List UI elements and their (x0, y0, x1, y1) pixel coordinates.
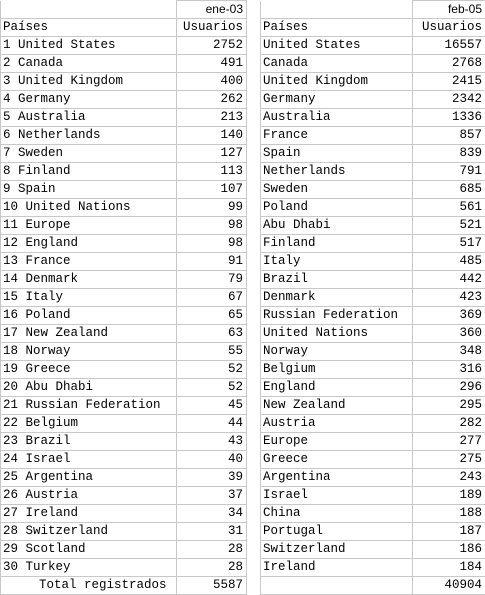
right-users-cell[interactable]: 277 (413, 433, 485, 451)
left-users-cell[interactable]: 44 (177, 415, 247, 433)
right-country-cell[interactable]: Poland (261, 199, 413, 217)
right-users-cell[interactable]: 423 (413, 289, 485, 307)
column-gap (247, 163, 261, 181)
left-users-cell[interactable]: 2752 (177, 37, 247, 55)
right-users-cell[interactable]: 2342 (413, 91, 485, 109)
right-users-cell[interactable]: 369 (413, 307, 485, 325)
column-gap (247, 55, 261, 73)
right-country-cell[interactable]: Greece (261, 451, 413, 469)
right-country-cell[interactable]: Italy (261, 253, 413, 271)
right-country-cell[interactable]: Denmark (261, 289, 413, 307)
left-country-cell[interactable]: 10 United Nations (1, 199, 177, 217)
right-country-cell[interactable]: Argentina (261, 469, 413, 487)
right-country-cell[interactable]: Ireland (261, 559, 413, 577)
right-country-cell[interactable]: Sweden (261, 181, 413, 199)
right-country-cell[interactable]: Germany (261, 91, 413, 109)
table-row (1, 199, 485, 217)
right-date-spacer[interactable] (261, 1, 413, 19)
left-total-label[interactable]: Total registrados (1, 577, 177, 595)
right-users-cell[interactable]: 521 (413, 217, 485, 235)
right-country-cell[interactable]: Netherlands (261, 163, 413, 181)
left-country-cell[interactable]: 20 Abu Dhabi (1, 379, 177, 397)
left-country-cell[interactable]: 2 Canada (1, 55, 177, 73)
right-country-cell[interactable]: Switzerland (261, 541, 413, 559)
right-country-cell[interactable]: Canada (261, 55, 413, 73)
column-gap (247, 253, 261, 271)
left-country-cell[interactable]: 4 Germany (1, 91, 177, 109)
table-row (1, 109, 485, 127)
right-country-cell[interactable]: Australia (261, 109, 413, 127)
right-country-cell[interactable]: Abu Dhabi (261, 217, 413, 235)
table-row (1, 181, 485, 199)
column-gap (247, 271, 261, 289)
right-country-cell[interactable]: United Kingdom (261, 73, 413, 91)
table-row (1, 451, 485, 469)
left-country-cell[interactable]: 14 Denmark (1, 271, 177, 289)
left-users-cell[interactable]: 28 (177, 559, 247, 577)
right-users-cell[interactable]: 839 (413, 145, 485, 163)
right-country-cell[interactable]: Belgium (261, 361, 413, 379)
left-users-cell[interactable]: 55 (177, 343, 247, 361)
column-gap (247, 199, 261, 217)
right-country-cell[interactable]: New Zealand (261, 397, 413, 415)
table-row (1, 37, 485, 55)
right-users-cell[interactable]: 2768 (413, 55, 485, 73)
left-date-cell[interactable]: ene-03 (177, 1, 247, 19)
left-country-cell[interactable]: 15 Italy (1, 289, 177, 307)
left-users-cell[interactable]: 107 (177, 181, 247, 199)
right-users-cell[interactable]: 485 (413, 253, 485, 271)
table-row (1, 73, 485, 91)
right-users-cell[interactable]: 295 (413, 397, 485, 415)
left-country-cell[interactable]: 16 Poland (1, 307, 177, 325)
column-gap (247, 91, 261, 109)
table-row (1, 127, 485, 145)
table-row (1, 55, 485, 73)
left-users-cell[interactable]: 140 (177, 127, 247, 145)
left-users-cell[interactable]: 34 (177, 505, 247, 523)
right-users-cell[interactable]: 517 (413, 235, 485, 253)
left-country-cell[interactable]: 30 Turkey (1, 559, 177, 577)
left-users-cell[interactable]: 40 (177, 451, 247, 469)
column-gap (247, 469, 261, 487)
table-row (1, 487, 485, 505)
column-gap (247, 379, 261, 397)
right-users-cell[interactable]: 2415 (413, 73, 485, 91)
column-gap (247, 109, 261, 127)
left-country-cell[interactable]: 22 Belgium (1, 415, 177, 433)
column-gap (247, 37, 261, 55)
right-country-cell[interactable]: Portugal (261, 523, 413, 541)
column-gap (247, 235, 261, 253)
column-gap (247, 1, 261, 19)
left-country-cell[interactable]: 11 Europe (1, 217, 177, 235)
table-row (1, 145, 485, 163)
right-users-cell[interactable]: 685 (413, 181, 485, 199)
right-country-cell[interactable]: China (261, 505, 413, 523)
table-body (1, 1, 485, 595)
left-users-cell[interactable]: 98 (177, 235, 247, 253)
left-country-cell[interactable]: 25 Argentina (1, 469, 177, 487)
column-gap (247, 541, 261, 559)
right-users-cell[interactable]: 188 (413, 505, 485, 523)
left-users-cell[interactable]: 28 (177, 541, 247, 559)
left-country-cell[interactable]: 18 Norway (1, 343, 177, 361)
right-users-cell[interactable]: 186 (413, 541, 485, 559)
table-row (1, 361, 485, 379)
right-total-label[interactable] (261, 577, 413, 595)
left-country-cell[interactable]: 7 Sweden (1, 145, 177, 163)
header-row (1, 19, 485, 37)
table-row (1, 163, 485, 181)
total-row (1, 577, 485, 595)
left-country-cell[interactable]: 24 Israel (1, 451, 177, 469)
left-country-cell[interactable]: 19 Greece (1, 361, 177, 379)
right-country-cell[interactable]: England (261, 379, 413, 397)
left-country-cell[interactable]: 13 France (1, 253, 177, 271)
right-users-cell[interactable]: 316 (413, 361, 485, 379)
left-users-cell[interactable]: 262 (177, 91, 247, 109)
left-users-cell[interactable]: 52 (177, 379, 247, 397)
column-gap (247, 343, 261, 361)
right-users-cell[interactable]: 243 (413, 469, 485, 487)
left-country-cell[interactable]: 28 Switzerland (1, 523, 177, 541)
left-users-cell[interactable]: 91 (177, 253, 247, 271)
left-users-cell[interactable]: 52 (177, 361, 247, 379)
right-users-header[interactable]: Usuarios (413, 19, 485, 37)
table-row (1, 253, 485, 271)
right-users-cell[interactable]: 275 (413, 451, 485, 469)
right-users-cell[interactable]: 282 (413, 415, 485, 433)
left-users-cell[interactable]: 67 (177, 289, 247, 307)
column-gap (247, 145, 261, 163)
left-users-cell[interactable]: 99 (177, 199, 247, 217)
left-country-cell[interactable]: 26 Austria (1, 487, 177, 505)
right-country-cell[interactable]: Brazil (261, 271, 413, 289)
column-gap (247, 523, 261, 541)
left-country-cell[interactable]: 12 England (1, 235, 177, 253)
right-users-cell[interactable]: 857 (413, 127, 485, 145)
left-country-cell[interactable]: 17 New Zealand (1, 325, 177, 343)
table-row (1, 559, 485, 577)
column-gap (247, 415, 261, 433)
right-users-cell[interactable]: 187 (413, 523, 485, 541)
column-gap (247, 73, 261, 91)
table-row (1, 271, 485, 289)
left-users-cell[interactable]: 113 (177, 163, 247, 181)
table-row (1, 523, 485, 541)
left-country-cell[interactable]: 21 Russian Federation (1, 397, 177, 415)
right-users-cell[interactable]: 189 (413, 487, 485, 505)
left-users-cell[interactable]: 39 (177, 469, 247, 487)
left-country-cell[interactable]: 1 United States (1, 37, 177, 55)
column-gap (247, 325, 261, 343)
column-gap (247, 577, 261, 595)
right-users-cell[interactable]: 348 (413, 343, 485, 361)
column-gap (247, 487, 261, 505)
left-country-cell[interactable]: 29 Scotland (1, 541, 177, 559)
table-row (1, 379, 485, 397)
left-users-cell[interactable]: 400 (177, 73, 247, 91)
right-country-cell[interactable]: United Nations (261, 325, 413, 343)
right-users-cell[interactable]: 360 (413, 325, 485, 343)
left-country-cell[interactable]: 9 Spain (1, 181, 177, 199)
column-gap (247, 559, 261, 577)
left-country-cell[interactable]: 27 Ireland (1, 505, 177, 523)
left-users-cell[interactable]: 43 (177, 433, 247, 451)
table-row (1, 307, 485, 325)
right-country-cell[interactable]: Europe (261, 433, 413, 451)
right-country-cell[interactable]: Norway (261, 343, 413, 361)
table-row (1, 289, 485, 307)
right-users-cell[interactable]: 184 (413, 559, 485, 577)
right-users-cell[interactable]: 296 (413, 379, 485, 397)
right-users-cell[interactable]: 442 (413, 271, 485, 289)
right-country-cell[interactable]: France (261, 127, 413, 145)
column-gap (247, 361, 261, 379)
left-country-cell[interactable]: 8 Finland (1, 163, 177, 181)
column-gap (247, 289, 261, 307)
left-users-cell[interactable]: 45 (177, 397, 247, 415)
column-gap (247, 451, 261, 469)
table-row (1, 325, 485, 343)
right-users-cell[interactable]: 16557 (413, 37, 485, 55)
right-country-cell[interactable]: Finland (261, 235, 413, 253)
table-row (1, 505, 485, 523)
right-total-value[interactable]: 40904 (413, 577, 485, 595)
table-row (1, 433, 485, 451)
left-users-cell[interactable]: 31 (177, 523, 247, 541)
right-country-cell[interactable]: Austria (261, 415, 413, 433)
column-gap (247, 217, 261, 235)
column-gap (247, 181, 261, 199)
left-country-cell[interactable]: 3 United Kingdom (1, 73, 177, 91)
right-country-header[interactable]: Países (261, 19, 413, 37)
left-total-value[interactable]: 5587 (177, 577, 247, 595)
column-gap (247, 397, 261, 415)
left-country-cell[interactable]: 5 Australia (1, 109, 177, 127)
left-users-cell[interactable]: 63 (177, 325, 247, 343)
left-users-cell[interactable]: 491 (177, 55, 247, 73)
table-row (1, 415, 485, 433)
left-country-cell[interactable]: 6 Netherlands (1, 127, 177, 145)
left-date-spacer[interactable] (1, 1, 177, 19)
left-users-cell[interactable]: 65 (177, 307, 247, 325)
right-users-cell[interactable]: 561 (413, 199, 485, 217)
left-users-cell[interactable]: 79 (177, 271, 247, 289)
column-gap (247, 307, 261, 325)
table-row (1, 217, 485, 235)
right-country-cell[interactable]: Russian Federation (261, 307, 413, 325)
table-row (1, 235, 485, 253)
column-gap (247, 505, 261, 523)
right-country-cell[interactable]: Spain (261, 145, 413, 163)
left-users-cell[interactable]: 213 (177, 109, 247, 127)
table-row (1, 469, 485, 487)
right-users-cell[interactable]: 791 (413, 163, 485, 181)
left-country-cell[interactable]: 23 Brazil (1, 433, 177, 451)
right-country-cell[interactable]: United States (261, 37, 413, 55)
table-row (1, 91, 485, 109)
left-users-cell[interactable]: 37 (177, 487, 247, 505)
column-gap (247, 127, 261, 145)
left-users-cell[interactable]: 98 (177, 217, 247, 235)
right-users-cell[interactable]: 1336 (413, 109, 485, 127)
table-row (1, 541, 485, 559)
left-users-header[interactable]: Usuarios (177, 19, 247, 37)
right-date-cell[interactable]: feb-05 (413, 1, 485, 19)
left-country-header[interactable]: Países (1, 19, 177, 37)
table-row (1, 343, 485, 361)
column-gap (247, 19, 261, 37)
date-row (1, 1, 485, 19)
table-row (1, 397, 485, 415)
right-country-cell[interactable]: Israel (261, 487, 413, 505)
left-users-cell[interactable]: 127 (177, 145, 247, 163)
column-gap (247, 433, 261, 451)
